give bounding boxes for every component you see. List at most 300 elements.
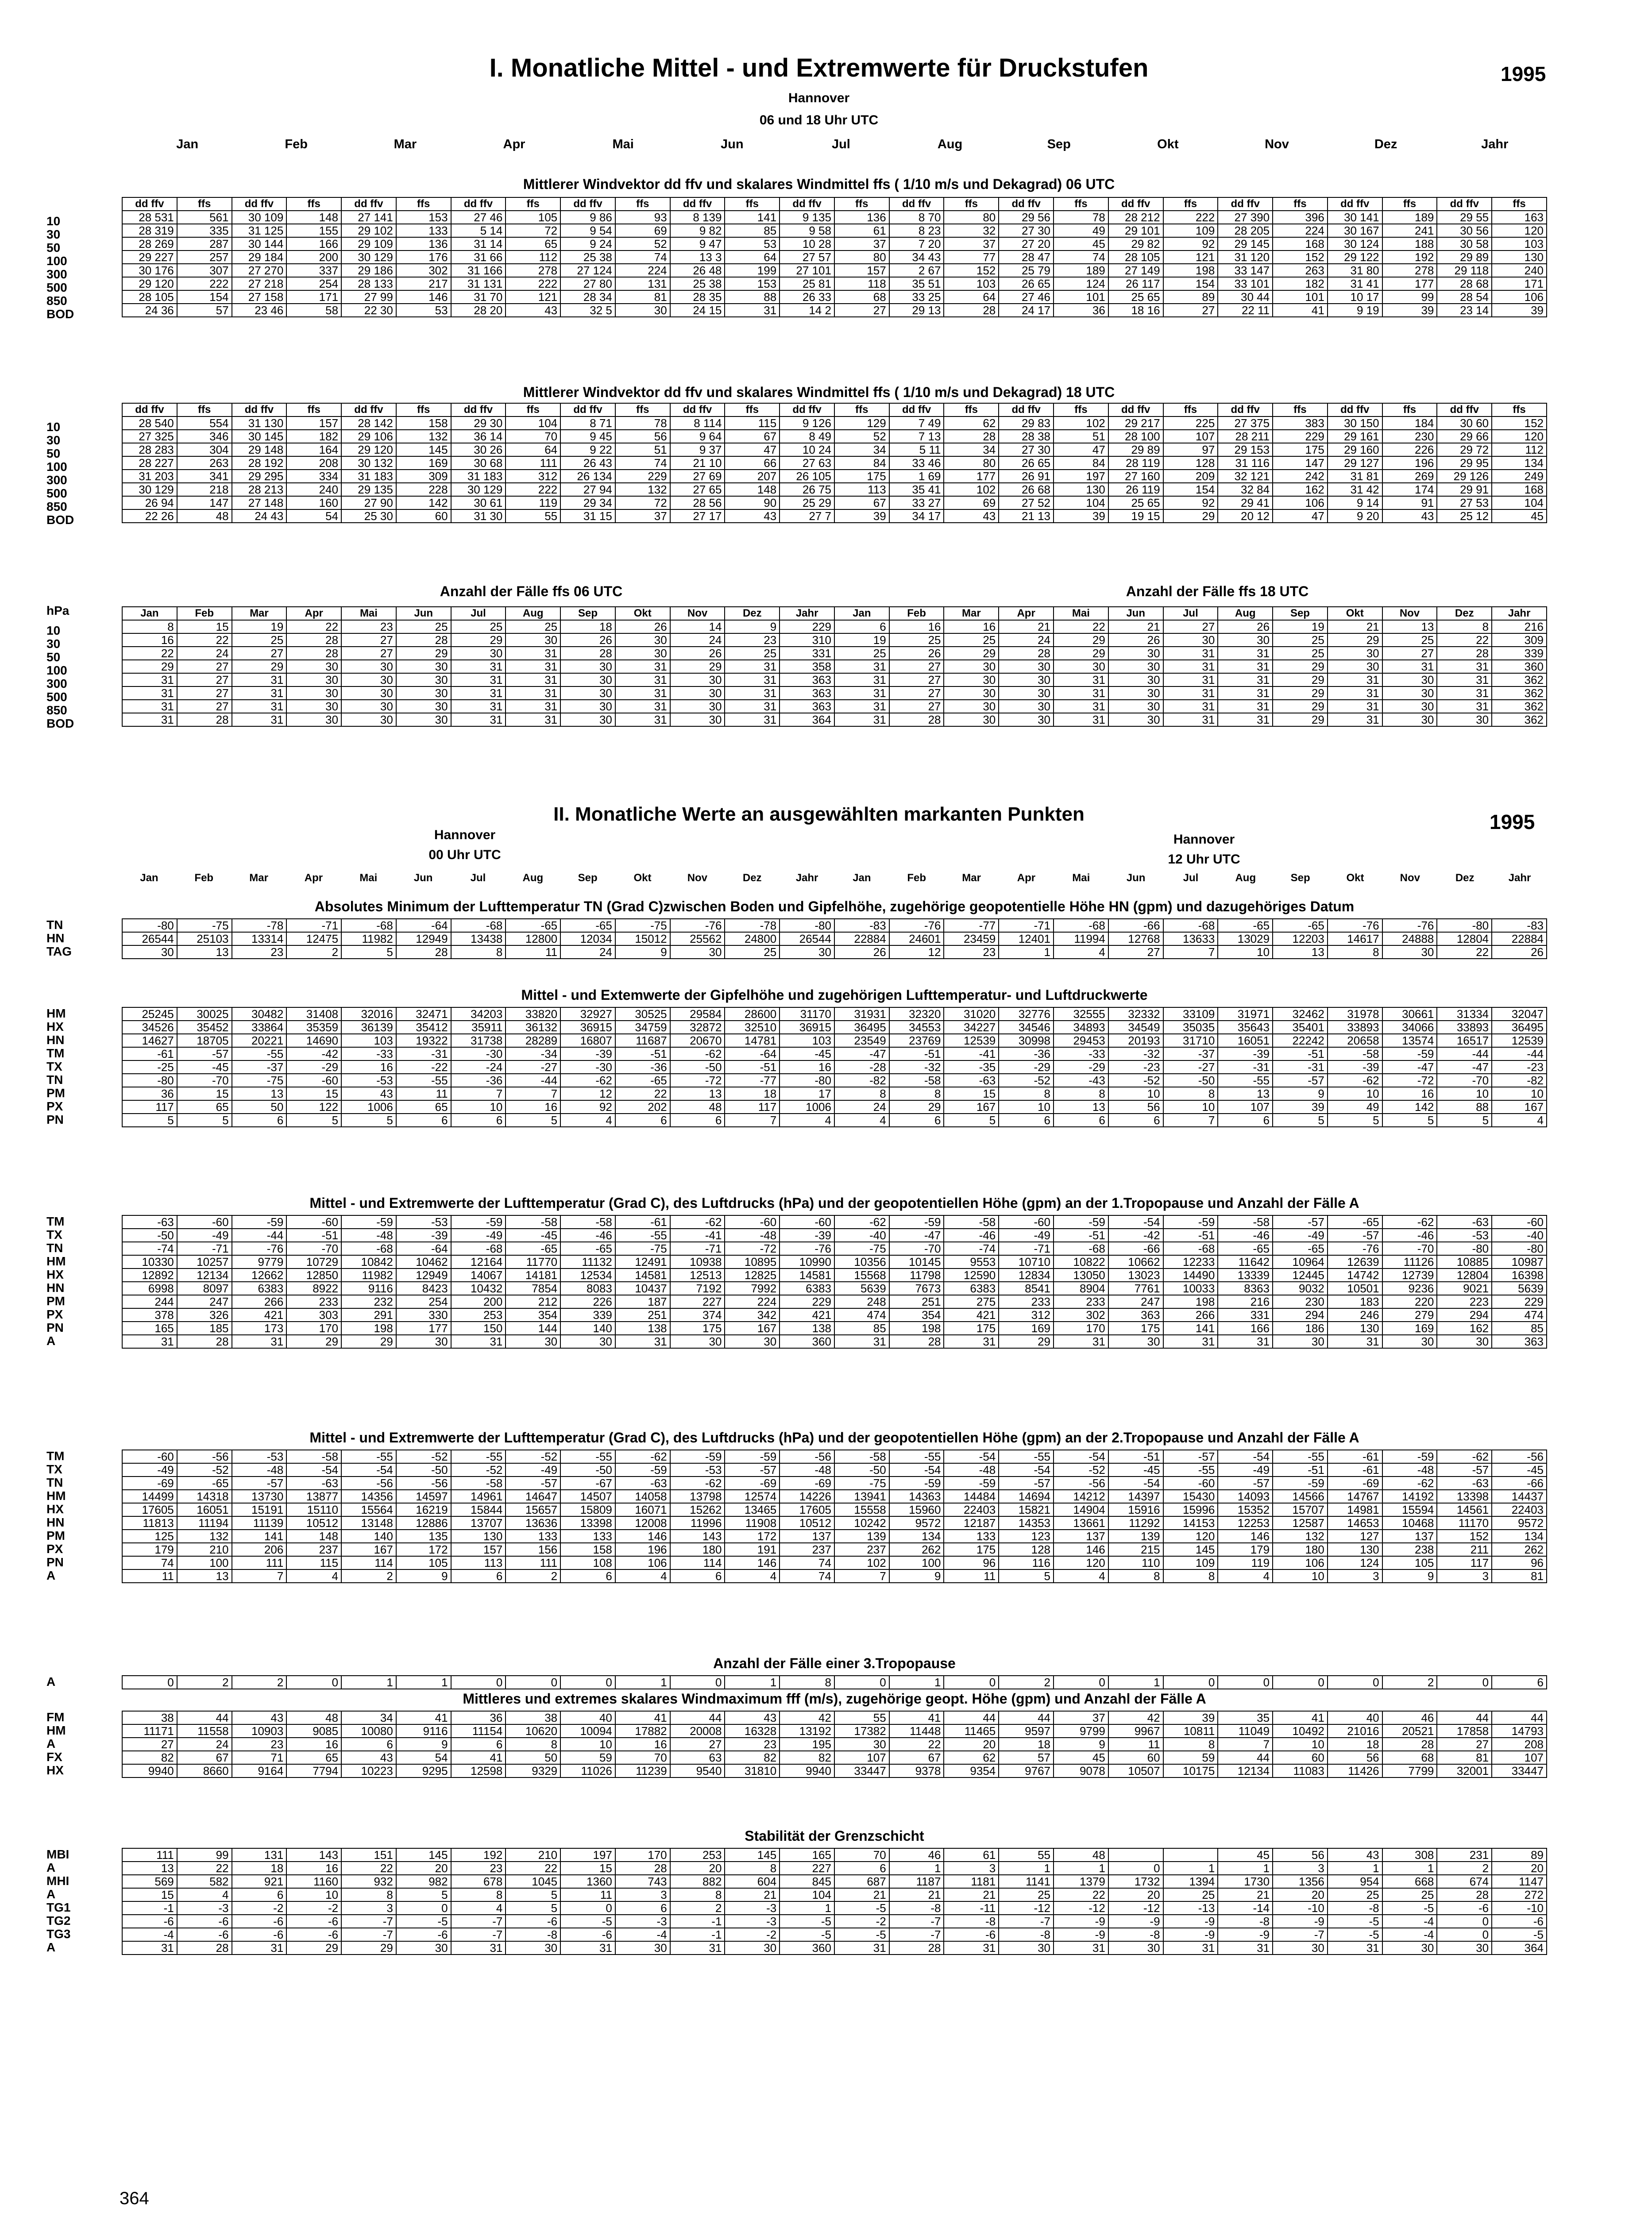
table-cell: 26 75 (780, 483, 834, 496)
table-cell: 7 (506, 1087, 560, 1100)
table-cell: 3 (1273, 1862, 1328, 1875)
table-cell: 30 (341, 713, 396, 726)
table-cell: -55 (615, 1229, 670, 1242)
table-cell: 131 (232, 1848, 287, 1862)
table-cell: -9 (1163, 1928, 1218, 1941)
table-cell: -6 (506, 1915, 560, 1928)
table-cell: 25562 (670, 932, 725, 945)
col-head-month: Sep (560, 607, 615, 620)
table-cell: 22 (122, 647, 177, 660)
table-row (122, 456, 1547, 470)
table-cell: 28 (560, 647, 615, 660)
table-cell: -75 (232, 1074, 287, 1087)
table-cell: 31 42 (1328, 483, 1382, 496)
table-cell: 421 (780, 1308, 834, 1322)
table-cell: 188 (1382, 237, 1437, 251)
table-cell: -11 (944, 1901, 999, 1915)
table-cell: 45 (1054, 237, 1108, 251)
table-cell: 68 (834, 290, 889, 304)
table-cell: 26 (889, 647, 944, 660)
table-cell: 28 (286, 633, 341, 647)
table-cell: 199 (725, 264, 780, 277)
table-cell: 15594 (1382, 1503, 1437, 1516)
table-cell: 11770 (506, 1255, 560, 1268)
table-cell: 1 69 (889, 470, 944, 483)
table-cell: 30 (451, 647, 506, 660)
table-cell: 172 (725, 1530, 780, 1543)
table-cell: 210 (177, 1543, 232, 1556)
table-cell: 31 (1163, 686, 1218, 700)
table-cell: 14627 (122, 1034, 177, 1047)
table-cell: -57 (506, 1477, 560, 1490)
table-cell: -54 (286, 1463, 341, 1477)
table-cell: 20 (1273, 1888, 1328, 1901)
table-cell: -39 (1218, 1047, 1273, 1060)
table-cell: 120 (1054, 1556, 1108, 1569)
table-cell: 31 (1437, 700, 1492, 713)
table-cell: 175 (944, 1322, 999, 1335)
table-cell: 331 (780, 647, 834, 660)
table-cell: 27 (1437, 1738, 1492, 1751)
table-cell: 30 (1054, 660, 1108, 673)
table-cell: 230 (1382, 430, 1437, 443)
table-cell: 15110 (286, 1503, 341, 1516)
table-cell: -8 (1328, 1901, 1382, 1915)
table-cell: 13 (177, 1569, 232, 1583)
col-head-ffs: ffs (396, 403, 451, 416)
table-cell: -58 (834, 1450, 889, 1463)
table-cell: 41 (451, 1751, 506, 1764)
table-cell: 28 (177, 1941, 232, 1955)
table-cell: 12401 (999, 932, 1054, 945)
table-cell: 30 129 (122, 483, 177, 496)
table-cell: 30 (1437, 1941, 1492, 1955)
table-cell: 14767 (1328, 1490, 1382, 1503)
table-header-row (122, 197, 1547, 211)
table-cell: 31 (451, 1335, 506, 1348)
table-cell: 6 (451, 1569, 506, 1583)
table-cell: 182 (286, 430, 341, 443)
table-cell: -56 (1492, 1450, 1547, 1463)
table-cell: 31 (1328, 700, 1382, 713)
table-cell: -54 (999, 1463, 1054, 1477)
table-cell: 143 (286, 1848, 341, 1862)
wind18-level-labels (46, 420, 74, 527)
table-cell: 10 (1218, 945, 1273, 959)
table-cell: 27 (889, 673, 944, 686)
table-cell: 31 (1054, 700, 1108, 713)
table-cell: 177 (396, 1322, 451, 1335)
table-cell: 115 (725, 416, 780, 430)
table-cell: 396 (1273, 211, 1328, 224)
table-cell: -54 (889, 1463, 944, 1477)
table-cell: -32 (1108, 1047, 1163, 1060)
table-cell: 72 (506, 224, 560, 237)
table-cell: 474 (1492, 1308, 1547, 1322)
col-head-ffs: ffs (1163, 197, 1218, 211)
table-cell: 106 (615, 1556, 670, 1569)
table-cell: -54 (1218, 1450, 1273, 1463)
table-row (122, 443, 1547, 456)
row-label: PM (46, 1529, 65, 1542)
table-cell: -41 (670, 1229, 725, 1242)
table-cell: 130 (451, 1530, 506, 1543)
table-cell: 312 (506, 470, 560, 483)
table-cell: 3 (1437, 1569, 1492, 1583)
table-cell: 61 (944, 1848, 999, 1862)
table-cell: 15996 (1163, 1503, 1218, 1516)
table-cell: 5 (944, 1114, 999, 1127)
table-cell: 34526 (122, 1021, 177, 1034)
table-cell: -75 (834, 1477, 889, 1490)
table-cell: 9 (1382, 1569, 1437, 1583)
table-cell: 31 (725, 686, 780, 700)
page-number: 364 (120, 2189, 149, 2208)
table-cell: 28 319 (122, 224, 177, 237)
table-cell: 132 (1273, 1530, 1328, 1543)
table-cell: 105 (506, 211, 560, 224)
table-cell: 307 (177, 264, 232, 277)
table-cell: 10145 (889, 1255, 944, 1268)
table-cell: 5 (1382, 1114, 1437, 1127)
table-cell: 30 (560, 713, 615, 726)
table-cell: 29 82 (1108, 237, 1163, 251)
table-cell: 1356 (1273, 1875, 1328, 1888)
table-cell: 5 (506, 1114, 560, 1127)
table-cell: 197 (1054, 470, 1108, 483)
table-cell: 11908 (725, 1516, 780, 1530)
table-cell: 31 (1328, 686, 1382, 700)
table-cell: 154 (1163, 483, 1218, 496)
table-cell: 29 126 (1437, 470, 1492, 483)
table-cell: 12134 (177, 1268, 232, 1282)
table-cell: 339 (1492, 647, 1547, 660)
table-cell: 13 (177, 945, 232, 959)
table-cell: -2 (725, 1928, 780, 1941)
table-cell: 27 65 (670, 483, 725, 496)
table-cell: 5 (177, 1114, 232, 1127)
table-cell: 342 (725, 1308, 780, 1322)
table-cell: 362 (1492, 686, 1547, 700)
table-cell: 2 (1437, 1862, 1492, 1875)
table-cell: 23549 (834, 1034, 889, 1047)
table-cell: 65 (396, 1100, 451, 1114)
table-cell: 29 (1054, 633, 1108, 647)
table-cell: 8 114 (670, 416, 725, 430)
table-cell: 2 (341, 1569, 396, 1583)
table-cell: 10842 (341, 1255, 396, 1268)
row-label: TAG (46, 945, 72, 958)
month-label: Apr (503, 137, 525, 151)
col-head-ddff: dd ffv (780, 403, 834, 416)
table-cell: 28 283 (122, 443, 177, 456)
table-cell: 30 (560, 700, 615, 713)
table-cell: 354 (506, 1308, 560, 1322)
table-cell: -63 (944, 1074, 999, 1087)
table-cell: 68 (1382, 1751, 1437, 1764)
table-cell: 132 (396, 430, 451, 443)
table-cell: -70 (1437, 1074, 1492, 1087)
table-cell: -31 (1273, 1060, 1328, 1074)
table-cell: 1 (1054, 1862, 1108, 1875)
table-cell: 29 (1273, 660, 1328, 673)
table-cell: 1 (1163, 1862, 1218, 1875)
table-cell: -5 (1492, 1928, 1547, 1941)
table-cell: 3 (1328, 1569, 1382, 1583)
table-cell: 2 (670, 1901, 725, 1915)
table-cell: 56 (1328, 1751, 1382, 1764)
table-cell: 16 (341, 1060, 396, 1074)
table-cell: -51 (1108, 1450, 1163, 1463)
table-cell: -80 (122, 919, 177, 932)
table-cell: 145 (725, 1848, 780, 1862)
col-head-ddff: dd ffv (1218, 403, 1273, 416)
table-cell: 60 (1273, 1751, 1328, 1764)
table-cell: -52 (177, 1463, 232, 1477)
table-cell: 30 (999, 713, 1054, 726)
table-cell: 172 (396, 1543, 451, 1556)
table-cell: 27 124 (560, 264, 615, 277)
table-cell: 27 325 (122, 430, 177, 443)
table-cell: -1 (670, 1915, 725, 1928)
table-cell: 2 (999, 1676, 1054, 1689)
table-cell: 185 (177, 1322, 232, 1335)
table-cell: 29453 (1054, 1034, 1108, 1047)
table-cell: 12491 (615, 1255, 670, 1268)
table-cell: 5 (506, 1888, 560, 1901)
table-cell: -50 (122, 1229, 177, 1242)
table-cell: 9967 (1108, 1724, 1163, 1738)
table-cell: 474 (834, 1308, 889, 1322)
table-cell: -54 (1054, 1450, 1108, 1463)
table-cell: 31 81 (1328, 470, 1382, 483)
table-cell: 28 119 (1108, 456, 1163, 470)
table-cell: 5 (341, 945, 396, 959)
table-cell: 12825 (725, 1268, 780, 1282)
table-cell: 102 (834, 1556, 889, 1569)
table-cell: 21 (944, 1888, 999, 1901)
table-cell: 22403 (1492, 1503, 1547, 1516)
table-cell: 45 (1054, 1751, 1108, 1764)
row-label: TX (46, 1462, 62, 1476)
table-cell: 43 (232, 1711, 287, 1724)
table-cell: 604 (725, 1875, 780, 1888)
table-cell: 34203 (451, 1007, 506, 1021)
table-cell: -68 (451, 919, 506, 932)
month-label: Okt (1157, 137, 1179, 151)
table-cell: 30 129 (341, 251, 396, 264)
row-label: 10 (46, 624, 61, 637)
table-cell: 11 (1108, 1738, 1163, 1751)
table-cell: -22 (396, 1060, 451, 1074)
table-cell: 25 65 (1108, 290, 1163, 304)
table-row (122, 1087, 1547, 1100)
row-label: TN (46, 1241, 63, 1255)
table-cell: 16398 (1492, 1268, 1547, 1282)
table-cell: 14490 (1163, 1268, 1218, 1282)
month-label: Jul (831, 137, 850, 151)
table-cell: -62 (834, 1215, 889, 1229)
table-cell: 174 (1382, 483, 1437, 496)
table-cell: 145 (396, 1848, 451, 1862)
table-cell: -66 (1108, 1242, 1163, 1255)
table-cell: 7 (451, 1087, 506, 1100)
table-cell: -6 (177, 1915, 232, 1928)
table-cell: 22 (177, 633, 232, 647)
table-cell: 27 (177, 673, 232, 686)
table-cell: 31 (451, 713, 506, 726)
table-cell: -49 (451, 1229, 506, 1242)
table-cell: 257 (177, 251, 232, 264)
table-cell: -62 (670, 1047, 725, 1060)
table-cell: 30 (396, 713, 451, 726)
table-cell: 26 94 (122, 496, 177, 509)
table-cell: 33820 (506, 1007, 560, 1021)
table-cell: 13877 (286, 1490, 341, 1503)
table-cell: 225 (1163, 416, 1218, 430)
table-cell: 107 (834, 1751, 889, 1764)
table-cell: -54 (1108, 1215, 1163, 1229)
table-cell: 269 (1382, 470, 1437, 483)
table-cell: 15821 (999, 1503, 1054, 1516)
table-cell: 10175 (1163, 1764, 1218, 1777)
table-cell: 9799 (1054, 1724, 1108, 1738)
table-cell: -29 (1054, 1060, 1108, 1074)
table-cell: 29 56 (999, 211, 1054, 224)
row-label: TG3 (46, 1927, 71, 1941)
table-cell: 23 (232, 945, 287, 959)
table-cell: 30 (944, 700, 999, 713)
table-cell: 0 (1054, 1676, 1108, 1689)
table-cell: 30 144 (232, 237, 287, 251)
table-cell: 31 (944, 1941, 999, 1955)
table-cell: -80 (780, 919, 834, 932)
table-cell: -1 (122, 1901, 177, 1915)
table-cell: 11426 (1328, 1764, 1382, 1777)
month-label: Jahr (1508, 872, 1531, 884)
table-cell: 30 (1108, 1335, 1163, 1348)
table-cell: 175 (944, 1543, 999, 1556)
table-cell: 36 (122, 1087, 177, 1100)
table-cell: -68 (1054, 919, 1108, 932)
table-cell: 23 (725, 1738, 780, 1751)
table-cell: 34227 (944, 1021, 999, 1034)
table-cell: 117 (1437, 1556, 1492, 1569)
table-cell: 30 (1273, 1941, 1328, 1955)
table-cell: -65 (560, 919, 615, 932)
row-label: 100 (46, 460, 67, 474)
table-cell: -46 (1382, 1229, 1437, 1242)
table-cell: 34 (341, 1711, 396, 1724)
block-heading: Mittel - und Extremwerte der Lufttemperatur (Grad C), des Luftdrucks (hPa) und der geopotentiellen Höhe (gpm) an der 1.Tropopause und Anzahl der Fälle A (309, 1195, 1359, 1211)
table-cell: 195 (780, 1738, 834, 1751)
row-label: TM (46, 1449, 65, 1463)
table-cell: 29584 (670, 1007, 725, 1021)
row-label: TG2 (46, 1914, 71, 1928)
table-cell: 11 (396, 1087, 451, 1100)
table-cell: -69 (1328, 1477, 1382, 1490)
table-cell: 31 (451, 686, 506, 700)
table-cell: -27 (506, 1060, 560, 1074)
table-cell: 11154 (451, 1724, 506, 1738)
table-row (122, 1875, 1547, 1888)
table-cell: 6 (670, 1114, 725, 1127)
table-cell: 43 (725, 509, 780, 523)
table-cell: -61 (122, 1047, 177, 1060)
table-cell: 6383 (232, 1282, 287, 1295)
table-header-row (122, 403, 1547, 416)
table-cell: 29 72 (1437, 443, 1492, 456)
row-label: HN (46, 1281, 65, 1295)
table-cell: 111 (506, 456, 560, 470)
col-head-ffs: ffs (286, 197, 341, 211)
table-cell: -29 (999, 1060, 1054, 1074)
col-head-ddff: dd ffv (889, 197, 944, 211)
table-row (122, 1255, 1547, 1268)
table-cell: 26 43 (560, 456, 615, 470)
table-cell: 31 30 (451, 509, 506, 523)
table-cell: -14 (1218, 1901, 1273, 1915)
table-cell: 5 11 (889, 443, 944, 456)
table-cell: 43 (341, 1751, 396, 1764)
table-cell: 20521 (1382, 1724, 1437, 1738)
table-cell: 30 (615, 304, 670, 317)
table-cell: 173 (232, 1322, 287, 1335)
table-cell: 81 (1492, 1569, 1547, 1583)
table-cell: 25 (1273, 633, 1328, 647)
table-cell: 82 (122, 1751, 177, 1764)
table-cell: 222 (506, 483, 560, 496)
table-cell: 12804 (1437, 1268, 1492, 1282)
table-cell: -57 (1163, 1450, 1218, 1463)
table-cell: 36915 (780, 1021, 834, 1034)
table-cell: 9 (396, 1738, 451, 1751)
table-cell: 39 (1273, 1100, 1328, 1114)
table-cell: 5 14 (451, 224, 506, 237)
table-cell: 22 (286, 620, 341, 633)
table-cell: 30 (560, 1335, 615, 1348)
table-cell: -52 (1054, 1463, 1108, 1477)
table-cell: 32872 (670, 1021, 725, 1034)
table-cell: 51 (615, 443, 670, 456)
row-label: A (46, 1675, 56, 1689)
table-cell: -69 (122, 1477, 177, 1490)
table-cell: -75 (615, 1242, 670, 1255)
month-label: Feb (194, 872, 214, 884)
table-cell: 0 (1163, 1676, 1218, 1689)
table-cell: 10223 (341, 1764, 396, 1777)
table-cell: 28 47 (999, 251, 1054, 264)
table-cell: 108 (560, 1556, 615, 1569)
table-cell: -49 (1273, 1229, 1328, 1242)
table-cell: 10822 (1054, 1255, 1108, 1268)
table-cell: 30 (341, 700, 396, 713)
col-head-ffs: ffs (1382, 403, 1437, 416)
table-cell: 10468 (1382, 1516, 1437, 1530)
table-cell: 237 (834, 1543, 889, 1556)
table-cell: 30 (1437, 1335, 1492, 1348)
table-cell: 6 (451, 1738, 506, 1751)
months-header-1 (133, 137, 1549, 152)
table-cell: 124 (1054, 277, 1108, 290)
table-cell: 31 (615, 673, 670, 686)
table-cell: 27 94 (560, 483, 615, 496)
table-cell: 31 (1054, 1941, 1108, 1955)
table-cell: 26 68 (999, 483, 1054, 496)
table-cell: 294 (1273, 1308, 1328, 1322)
table-cell: 8 (341, 1888, 396, 1901)
table-cell: 30 (1108, 713, 1163, 726)
